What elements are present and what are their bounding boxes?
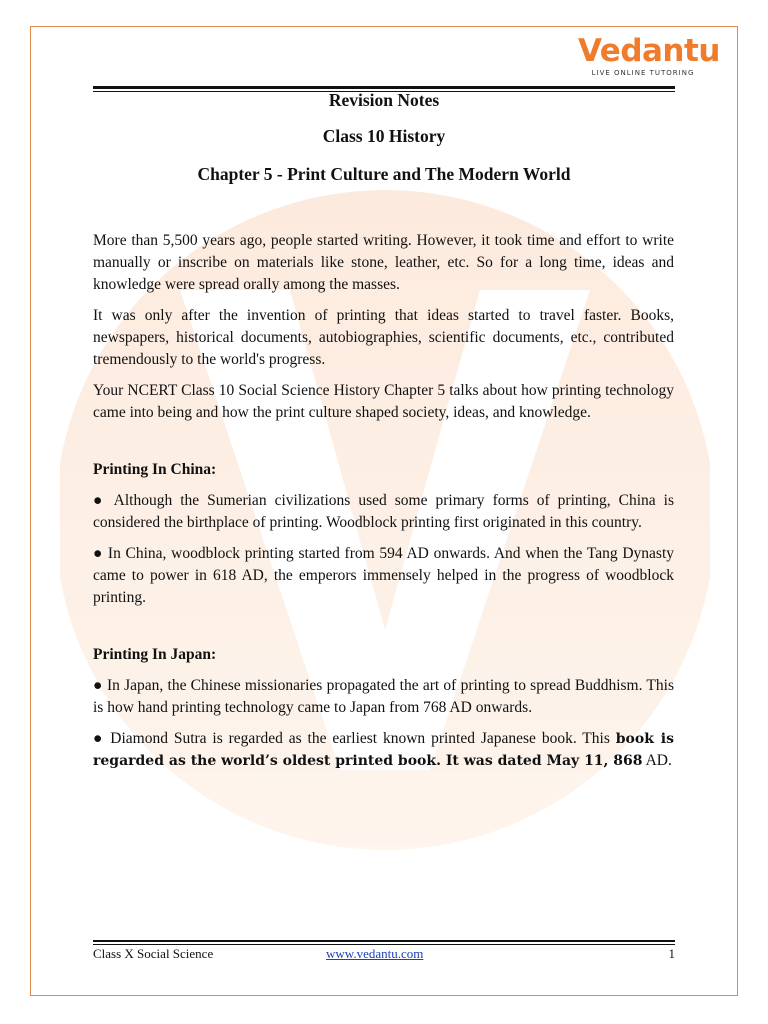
bullet-item: ● In China, woodblock printing started from 594 AD onwards. And when the Tang Dynasty came to power in 618 AD, the emperors immensely helped in the progress of woodblock printing. [93,545,674,606]
class-subtitle: Class 10 History [322,126,446,146]
section-heading-japan: Printing In Japan: [93,646,217,663]
bullet-text-end: AD. [645,752,672,769]
bullet-item [93,728,674,772]
chapter-title: Chapter 5 - Print Culture and The Modern World [197,164,571,184]
header-divider [93,86,675,89]
brand-name: Vedantu [578,33,720,69]
footer-divider [93,940,675,942]
page-number: 1 [668,946,675,961]
page-title: Revision Notes [328,90,440,110]
footer-divider-thin [93,944,675,945]
bullet-item: ● Although the Sumerian civilizations used some primary forms of printing, China is considered the birthplace of printing. Woodblock printing first originated in this country. [93,492,674,531]
footer-website-link[interactable]: www.vedantu.com [326,946,424,961]
bullet-text-bold: book is regarded as the world’s oldest printed book. It was dated May 11, 868 [93,731,674,769]
bullet-text-start: ● Diamond Sutra is regarded as the earliest known printed Japanese book. This [93,730,610,747]
footer-subject: Class X Social Science [93,946,214,961]
intro-paragraph: Your NCERT Class 10 Social Science History Chapter 5 talks about how printing technology came into being and how the print culture shaped society, ideas, and knowledge. [93,382,674,421]
vedantu-logo[interactable] [578,33,720,78]
brand-tagline: LIVE ONLINE TUTORING [591,69,695,77]
intro-paragraph: More than 5,500 years ago, people started writing. However, it took time and effort to write manually or inscribe on materials like stone, leather, etc. So for a long time, ideas and knowledge were spread orally among the masses. [93,232,674,293]
page-footer [93,946,675,966]
document-body [93,230,674,781]
bullet-item: ● In Japan, the Chinese missionaries propagated the art of printing to spread Buddhism. This is how hand printing technology came to Japan from 768 AD onwards. [93,677,674,716]
intro-paragraph: It was only after the invention of printing that ideas started to travel faster. Books, newspapers, historical documents, autobiographies, scientific documents, etc., contributed tremendously to the world's progress. [93,307,674,368]
section-heading-china: Printing In China: [93,461,217,478]
